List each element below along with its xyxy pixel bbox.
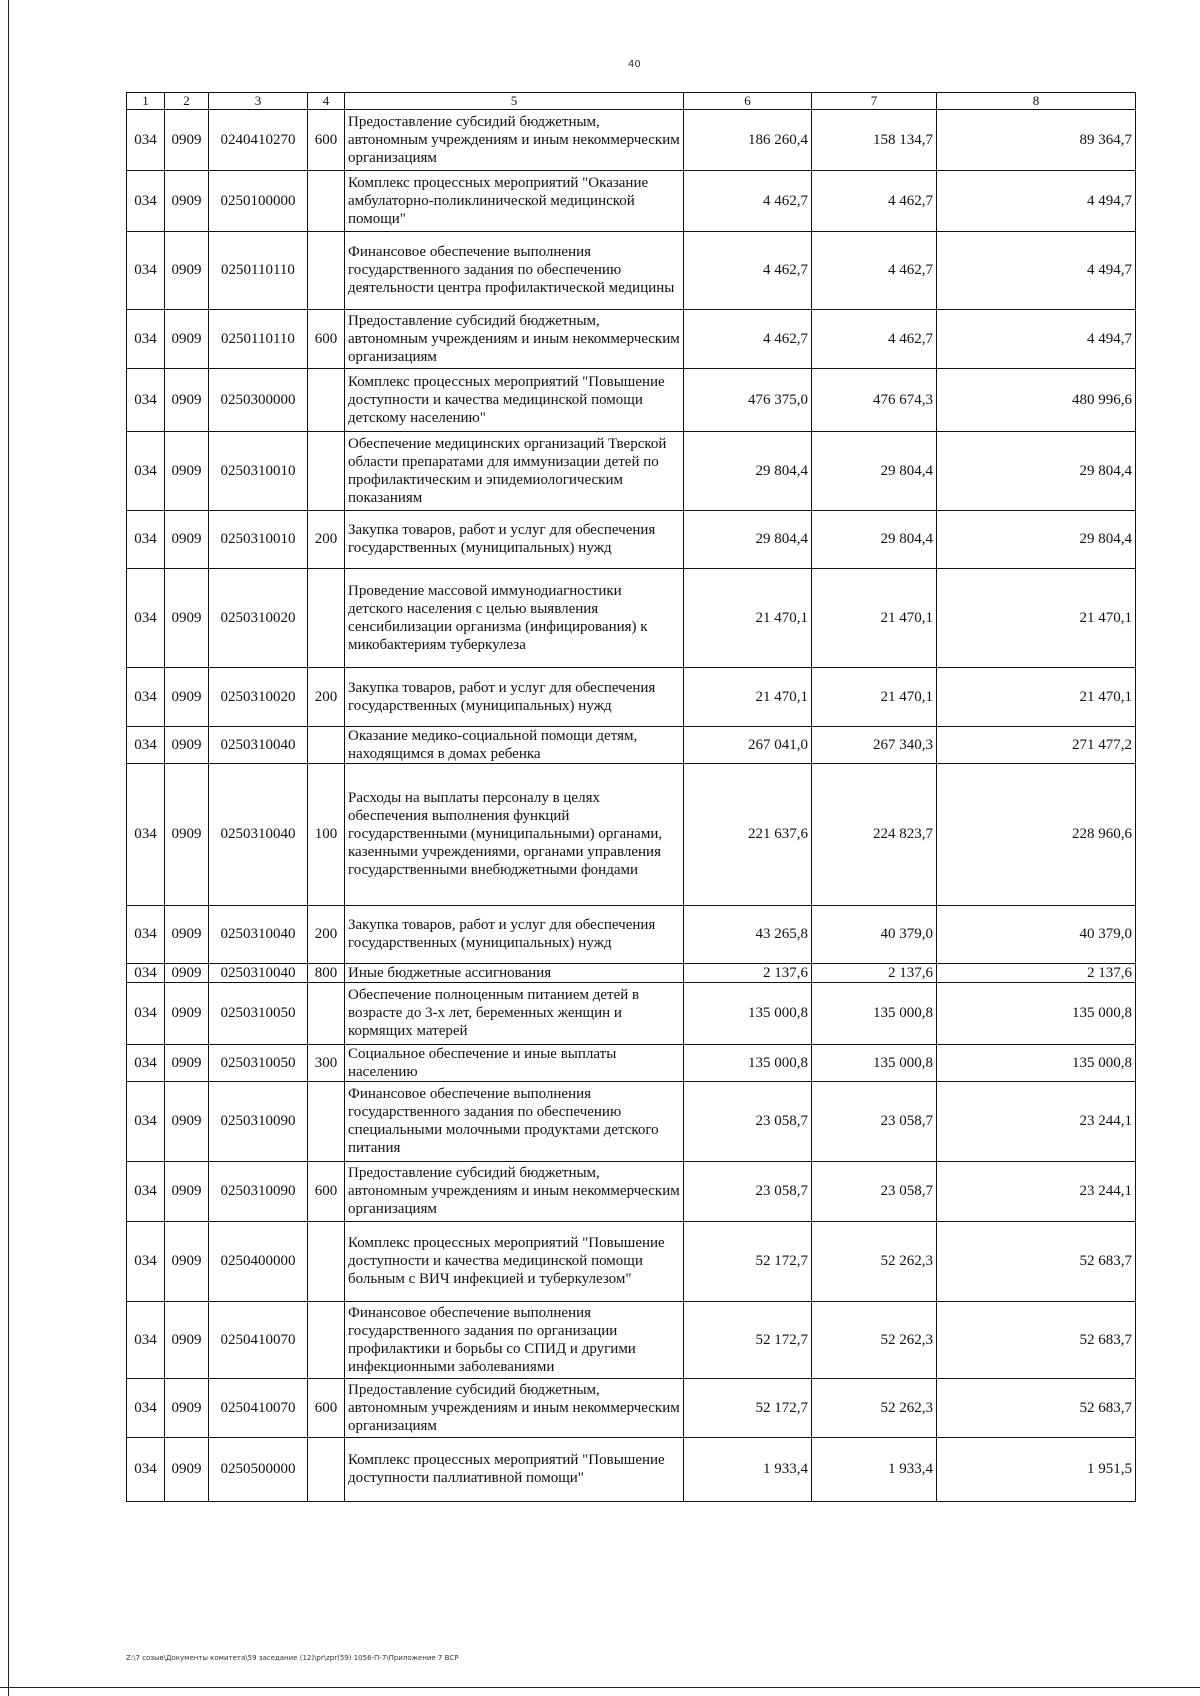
- cell-amount-year-2: 4 462,7: [812, 309, 937, 368]
- cell-target-article: 0250310010: [209, 510, 308, 568]
- cell-amount-year-1: 21 470,1: [684, 667, 812, 726]
- table-row: [127, 109, 1136, 170]
- cell-amount-year-3: 29 804,4: [937, 510, 1136, 568]
- cell-target-article: 0250310040: [209, 763, 308, 905]
- cell-admin-code: 034: [127, 905, 165, 963]
- table-row: [127, 1437, 1136, 1501]
- cell-amount-year-2: 224 823,7: [812, 763, 937, 905]
- cell-section-code: 0909: [165, 982, 209, 1044]
- cell-amount-year-3: 52 683,7: [937, 1301, 1136, 1378]
- cell-amount-year-3: 2 137,6: [937, 963, 1136, 982]
- page-number: 40: [628, 59, 641, 70]
- table-body: [127, 109, 1136, 1501]
- budget-table: [126, 92, 1136, 1502]
- cell-amount-year-3: 1 951,5: [937, 1437, 1136, 1501]
- cell-amount-year-3: 23 244,1: [937, 1161, 1136, 1221]
- cell-amount-year-1: 23 058,7: [684, 1081, 812, 1161]
- cell-amount-year-1: 43 265,8: [684, 905, 812, 963]
- cell-amount-year-2: 29 804,4: [812, 431, 937, 510]
- cell-admin-code: 034: [127, 309, 165, 368]
- header-col-4: 4: [308, 93, 345, 110]
- table-row: [127, 510, 1136, 568]
- cell-admin-code: 034: [127, 1161, 165, 1221]
- cell-expense-type: 800: [308, 963, 345, 982]
- cell-target-article: 0250310050: [209, 1044, 308, 1081]
- cell-admin-code: 034: [127, 170, 165, 231]
- cell-admin-code: 034: [127, 368, 165, 431]
- cell-admin-code: 034: [127, 231, 165, 309]
- cell-description: Комплекс процессных мероприятий "Повышение доступности и качества медицинской помощи детскому населению": [345, 368, 684, 431]
- cell-target-article: 0250500000: [209, 1437, 308, 1501]
- cell-admin-code: 034: [127, 667, 165, 726]
- cell-expense-type: [308, 1221, 345, 1301]
- cell-expense-type: [308, 1301, 345, 1378]
- cell-expense-type: 300: [308, 1044, 345, 1081]
- cell-expense-type: 200: [308, 905, 345, 963]
- cell-expense-type: 600: [308, 1378, 345, 1437]
- cell-amount-year-1: 267 041,0: [684, 726, 812, 763]
- cell-amount-year-1: 2 137,6: [684, 963, 812, 982]
- cell-target-article: 0250110110: [209, 231, 308, 309]
- cell-target-article: 0250310090: [209, 1081, 308, 1161]
- cell-amount-year-3: 23 244,1: [937, 1081, 1136, 1161]
- cell-amount-year-2: 52 262,3: [812, 1301, 937, 1378]
- cell-amount-year-2: 4 462,7: [812, 231, 937, 309]
- cell-description: Обеспечение медицинских организаций Тверской области препаратами для иммунизации детей по профилактическим и эпидемиологическим показаниям: [345, 431, 684, 510]
- cell-target-article: 0250310020: [209, 667, 308, 726]
- cell-target-article: 0250400000: [209, 1221, 308, 1301]
- cell-amount-year-1: 52 172,7: [684, 1378, 812, 1437]
- cell-amount-year-2: 23 058,7: [812, 1161, 937, 1221]
- cell-expense-type: 600: [308, 1161, 345, 1221]
- cell-target-article: 0240410270: [209, 109, 308, 170]
- cell-admin-code: 034: [127, 1221, 165, 1301]
- cell-expense-type: [308, 1437, 345, 1501]
- cell-amount-year-1: 4 462,7: [684, 309, 812, 368]
- cell-amount-year-3: 21 470,1: [937, 667, 1136, 726]
- table-row: [127, 726, 1136, 763]
- cell-expense-type: [308, 726, 345, 763]
- cell-description: Расходы на выплаты персоналу в целях обеспечения выполнения функций государственными (муниципальными) органами, казенными учреждениями, органами управления государственными внебюджетными фондами: [345, 763, 684, 905]
- cell-amount-year-3: 228 960,6: [937, 763, 1136, 905]
- cell-amount-year-3: 480 996,6: [937, 368, 1136, 431]
- table-row: [127, 309, 1136, 368]
- table-row: [127, 763, 1136, 905]
- cell-section-code: 0909: [165, 667, 209, 726]
- cell-description: Комплекс процессных мероприятий "Повышение доступности паллиативной помощи": [345, 1437, 684, 1501]
- cell-amount-year-3: 4 494,7: [937, 309, 1136, 368]
- table-row: [127, 905, 1136, 963]
- cell-description: Обеспечение полноценным питанием детей в возрасте до 3-х лет, беременных женщин и кормящих матерей: [345, 982, 684, 1044]
- cell-amount-year-3: 4 494,7: [937, 231, 1136, 309]
- cell-amount-year-1: 221 637,6: [684, 763, 812, 905]
- cell-amount-year-1: 135 000,8: [684, 1044, 812, 1081]
- cell-amount-year-3: 271 477,2: [937, 726, 1136, 763]
- cell-section-code: 0909: [165, 568, 209, 667]
- cell-amount-year-2: 158 134,7: [812, 109, 937, 170]
- cell-section-code: 0909: [165, 726, 209, 763]
- cell-expense-type: [308, 568, 345, 667]
- cell-amount-year-3: 52 683,7: [937, 1378, 1136, 1437]
- cell-description: Оказание медико-социальной помощи детям, находящимся в домах ребенка: [345, 726, 684, 763]
- cell-description: Предоставление субсидий бюджетным, автономным учреждениям и иным некоммерческим организациям: [345, 1378, 684, 1437]
- cell-target-article: 0250100000: [209, 170, 308, 231]
- cell-target-article: 0250110110: [209, 309, 308, 368]
- cell-description: Закупка товаров, работ и услуг для обеспечения государственных (муниципальных) нужд: [345, 510, 684, 568]
- cell-amount-year-3: 52 683,7: [937, 1221, 1136, 1301]
- header-col-8: 8: [937, 93, 1136, 110]
- cell-amount-year-1: 29 804,4: [684, 431, 812, 510]
- cell-admin-code: 034: [127, 510, 165, 568]
- cell-admin-code: 034: [127, 1044, 165, 1081]
- cell-amount-year-3: 40 379,0: [937, 905, 1136, 963]
- cell-description: Иные бюджетные ассигнования: [345, 963, 684, 982]
- cell-expense-type: 100: [308, 763, 345, 905]
- cell-admin-code: 034: [127, 1378, 165, 1437]
- cell-expense-type: [308, 1081, 345, 1161]
- cell-target-article: 0250300000: [209, 368, 308, 431]
- cell-expense-type: [308, 982, 345, 1044]
- cell-target-article: 0250310020: [209, 568, 308, 667]
- cell-admin-code: 034: [127, 431, 165, 510]
- file-path-footer: Z:\7 созыв\Документы комитета\59 заседание (12)\pr\zpr(59) 1056-П-7\Приложение 7 ВСР: [126, 1654, 459, 1662]
- cell-description: Финансовое обеспечение выполнения государственного задания по обеспечению деятельности центра профилактической медицины: [345, 231, 684, 309]
- cell-admin-code: 034: [127, 1301, 165, 1378]
- cell-admin-code: 034: [127, 726, 165, 763]
- scan-bottom-edge: [0, 1687, 1200, 1688]
- cell-amount-year-2: 1 933,4: [812, 1437, 937, 1501]
- cell-expense-type: 600: [308, 109, 345, 170]
- cell-admin-code: 034: [127, 982, 165, 1044]
- cell-target-article: 0250310040: [209, 905, 308, 963]
- cell-section-code: 0909: [165, 431, 209, 510]
- cell-amount-year-1: 476 375,0: [684, 368, 812, 431]
- cell-amount-year-1: 135 000,8: [684, 982, 812, 1044]
- table-row: [127, 1301, 1136, 1378]
- cell-amount-year-3: 135 000,8: [937, 982, 1136, 1044]
- cell-target-article: 0250310010: [209, 431, 308, 510]
- cell-target-article: 0250310040: [209, 963, 308, 982]
- table-row: [127, 667, 1136, 726]
- cell-amount-year-1: 4 462,7: [684, 231, 812, 309]
- header-col-2: 2: [165, 93, 209, 110]
- cell-target-article: 0250410070: [209, 1378, 308, 1437]
- cell-amount-year-2: 21 470,1: [812, 667, 937, 726]
- cell-amount-year-3: 135 000,8: [937, 1044, 1136, 1081]
- cell-section-code: 0909: [165, 109, 209, 170]
- cell-amount-year-1: 23 058,7: [684, 1161, 812, 1221]
- table-row: [127, 231, 1136, 309]
- cell-section-code: 0909: [165, 763, 209, 905]
- cell-target-article: 0250310040: [209, 726, 308, 763]
- header-col-5: 5: [345, 93, 684, 110]
- cell-section-code: 0909: [165, 905, 209, 963]
- cell-amount-year-2: 23 058,7: [812, 1081, 937, 1161]
- cell-amount-year-2: 476 674,3: [812, 368, 937, 431]
- cell-amount-year-2: 135 000,8: [812, 982, 937, 1044]
- cell-description: Предоставление субсидий бюджетным, автономным учреждениям и иным некоммерческим организациям: [345, 109, 684, 170]
- table-row: [127, 1081, 1136, 1161]
- cell-amount-year-2: 135 000,8: [812, 1044, 937, 1081]
- cell-section-code: 0909: [165, 1301, 209, 1378]
- cell-amount-year-2: 52 262,3: [812, 1221, 937, 1301]
- cell-section-code: 0909: [165, 309, 209, 368]
- table-row: [127, 982, 1136, 1044]
- cell-section-code: 0909: [165, 1437, 209, 1501]
- header-col-1: 1: [127, 93, 165, 110]
- cell-amount-year-1: 29 804,4: [684, 510, 812, 568]
- cell-amount-year-1: 21 470,1: [684, 568, 812, 667]
- cell-section-code: 0909: [165, 1378, 209, 1437]
- table-row: [127, 568, 1136, 667]
- cell-admin-code: 034: [127, 963, 165, 982]
- cell-amount-year-2: 2 137,6: [812, 963, 937, 982]
- cell-description: Закупка товаров, работ и услуг для обеспечения государственных (муниципальных) нужд: [345, 667, 684, 726]
- table-row: [127, 1161, 1136, 1221]
- cell-expense-type: 200: [308, 510, 345, 568]
- cell-section-code: 0909: [165, 231, 209, 309]
- cell-description: Закупка товаров, работ и услуг для обеспечения государственных (муниципальных) нужд: [345, 905, 684, 963]
- table-row: [127, 1378, 1136, 1437]
- cell-description: Комплекс процессных мероприятий "Оказание амбулаторно-поликлинической медицинской помощи": [345, 170, 684, 231]
- cell-amount-year-2: 52 262,3: [812, 1378, 937, 1437]
- cell-amount-year-2: 267 340,3: [812, 726, 937, 763]
- cell-section-code: 0909: [165, 1044, 209, 1081]
- cell-expense-type: [308, 170, 345, 231]
- cell-amount-year-1: 52 172,7: [684, 1221, 812, 1301]
- cell-description: Финансовое обеспечение выполнения государственного задания по организации профилактики и борьбы со СПИД и другими инфекционными заболеваниями: [345, 1301, 684, 1378]
- cell-section-code: 0909: [165, 368, 209, 431]
- cell-section-code: 0909: [165, 1221, 209, 1301]
- cell-amount-year-2: 40 379,0: [812, 905, 937, 963]
- cell-amount-year-2: 21 470,1: [812, 568, 937, 667]
- table-row: [127, 1221, 1136, 1301]
- cell-section-code: 0909: [165, 510, 209, 568]
- header-col-7: 7: [812, 93, 937, 110]
- cell-target-article: 0250310050: [209, 982, 308, 1044]
- cell-description: Предоставление субсидий бюджетным, автономным учреждениям и иным некоммерческим организациям: [345, 309, 684, 368]
- header-col-6: 6: [684, 93, 812, 110]
- table-row: [127, 170, 1136, 231]
- cell-amount-year-1: 4 462,7: [684, 170, 812, 231]
- table-row: [127, 431, 1136, 510]
- cell-section-code: 0909: [165, 1161, 209, 1221]
- cell-expense-type: [308, 431, 345, 510]
- cell-target-article: 0250310090: [209, 1161, 308, 1221]
- header-row: [127, 93, 1136, 110]
- cell-admin-code: 034: [127, 109, 165, 170]
- cell-admin-code: 034: [127, 568, 165, 667]
- cell-amount-year-2: 29 804,4: [812, 510, 937, 568]
- cell-section-code: 0909: [165, 963, 209, 982]
- table-row: [127, 368, 1136, 431]
- scan-left-edge: [8, 0, 9, 1696]
- cell-amount-year-2: 4 462,7: [812, 170, 937, 231]
- cell-expense-type: 200: [308, 667, 345, 726]
- cell-description: Финансовое обеспечение выполнения государственного задания по обеспечению специальными молочными продуктами детского питания: [345, 1081, 684, 1161]
- cell-section-code: 0909: [165, 170, 209, 231]
- cell-amount-year-3: 4 494,7: [937, 170, 1136, 231]
- cell-expense-type: [308, 231, 345, 309]
- cell-amount-year-3: 89 364,7: [937, 109, 1136, 170]
- cell-admin-code: 034: [127, 1081, 165, 1161]
- cell-section-code: 0909: [165, 1081, 209, 1161]
- table-row: [127, 1044, 1136, 1081]
- cell-description: Проведение массовой иммунодиагностики детского населения с целью выявления сенсибилизации организма (инфицирования) к микобактериям туберкулеза: [345, 568, 684, 667]
- cell-amount-year-3: 29 804,4: [937, 431, 1136, 510]
- table-row: [127, 963, 1136, 982]
- cell-amount-year-1: 1 933,4: [684, 1437, 812, 1501]
- cell-expense-type: 600: [308, 309, 345, 368]
- cell-amount-year-3: 21 470,1: [937, 568, 1136, 667]
- table-header: [127, 93, 1136, 110]
- cell-description: Комплекс процессных мероприятий "Повышение доступности и качества медицинской помощи больным с ВИЧ инфекцией и туберкулезом": [345, 1221, 684, 1301]
- header-col-3: 3: [209, 93, 308, 110]
- cell-description: Социальное обеспечение и иные выплаты населению: [345, 1044, 684, 1081]
- cell-admin-code: 034: [127, 1437, 165, 1501]
- cell-target-article: 0250410070: [209, 1301, 308, 1378]
- cell-expense-type: [308, 368, 345, 431]
- cell-amount-year-1: 186 260,4: [684, 109, 812, 170]
- cell-amount-year-1: 52 172,7: [684, 1301, 812, 1378]
- cell-description: Предоставление субсидий бюджетным, автономным учреждениям и иным некоммерческим организациям: [345, 1161, 684, 1221]
- cell-admin-code: 034: [127, 763, 165, 905]
